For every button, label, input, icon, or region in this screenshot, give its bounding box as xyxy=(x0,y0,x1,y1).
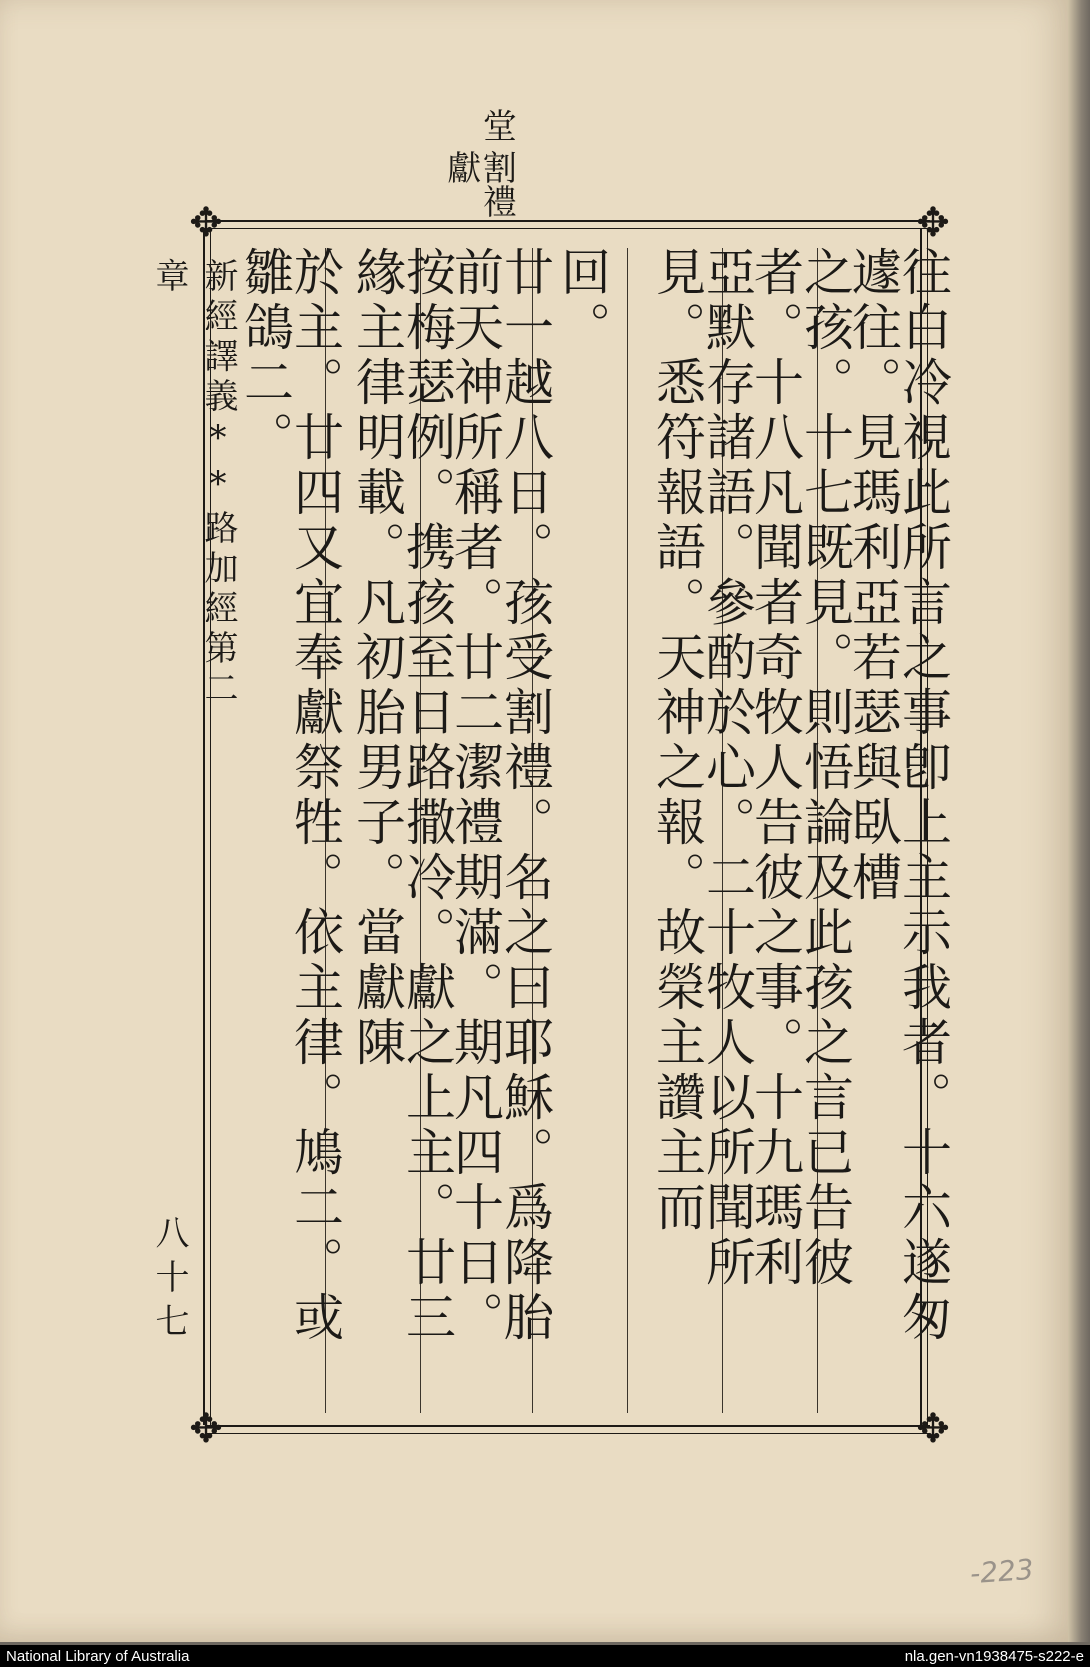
page-edge-shadow xyxy=(1068,0,1090,1642)
corner-ornament-icon: ✥ xyxy=(916,1406,950,1452)
frame-top-border xyxy=(205,220,930,229)
text-column-6: 按梅瑟例。携孩至日路撒冷。獻之上主。廿三緣主律明載。凡初胎男子。當獻陳 xyxy=(348,246,456,1346)
text-column-3: 亞默存諸語。參酌於心。二十牧人以所聞所見。悉符報語。天神之報。故榮主讚主而 xyxy=(648,246,756,1291)
text-column-5: 廿一越八日。孩受割禮。名之曰耶穌。爲降胎前天神所稱者。廿二潔禮期滿。期凡四十日。 xyxy=(446,246,554,1346)
pencil-annotation: -223 xyxy=(968,1552,1035,1591)
book-title-margin: 新經譯義**路加經第二章 xyxy=(149,258,238,710)
text-column-2: 之孩。十七既見。則悟論及此孩之言已告彼者。十八凡聞者奇牧人告彼之事。十九瑪利 xyxy=(746,246,854,1291)
item-identifier: nla.gen-vn1938475-s222-e xyxy=(904,1648,1084,1665)
column-rule xyxy=(627,248,628,1413)
library-credit: National Library of Australia xyxy=(6,1648,190,1665)
page-number: 八十七 xyxy=(149,1215,189,1347)
frame-bottom-border xyxy=(205,1425,930,1434)
corner-ornament-icon: ✥ xyxy=(916,200,950,246)
text-column-4: 回。 xyxy=(553,246,611,356)
page-header xyxy=(440,108,517,218)
corner-ornament-icon: ✥ xyxy=(189,1406,223,1452)
text-column-7: 於主。廿四又宜奉獻祭牲。依主律。鳩二。或雛鴿二。 xyxy=(236,246,344,1346)
attribution-bar xyxy=(0,1645,1090,1667)
corner-ornament-icon: ✥ xyxy=(189,200,223,246)
header-line-1: 割禮獻 xyxy=(440,150,517,218)
header-line-2: 堂 xyxy=(476,108,517,142)
frame-left-border xyxy=(203,228,211,1425)
text-column-1: 往白冷視此所言之事卽上主示我者。十六遂匆遽往。見瑪利亞若瑟與臥槽 xyxy=(844,246,952,1346)
